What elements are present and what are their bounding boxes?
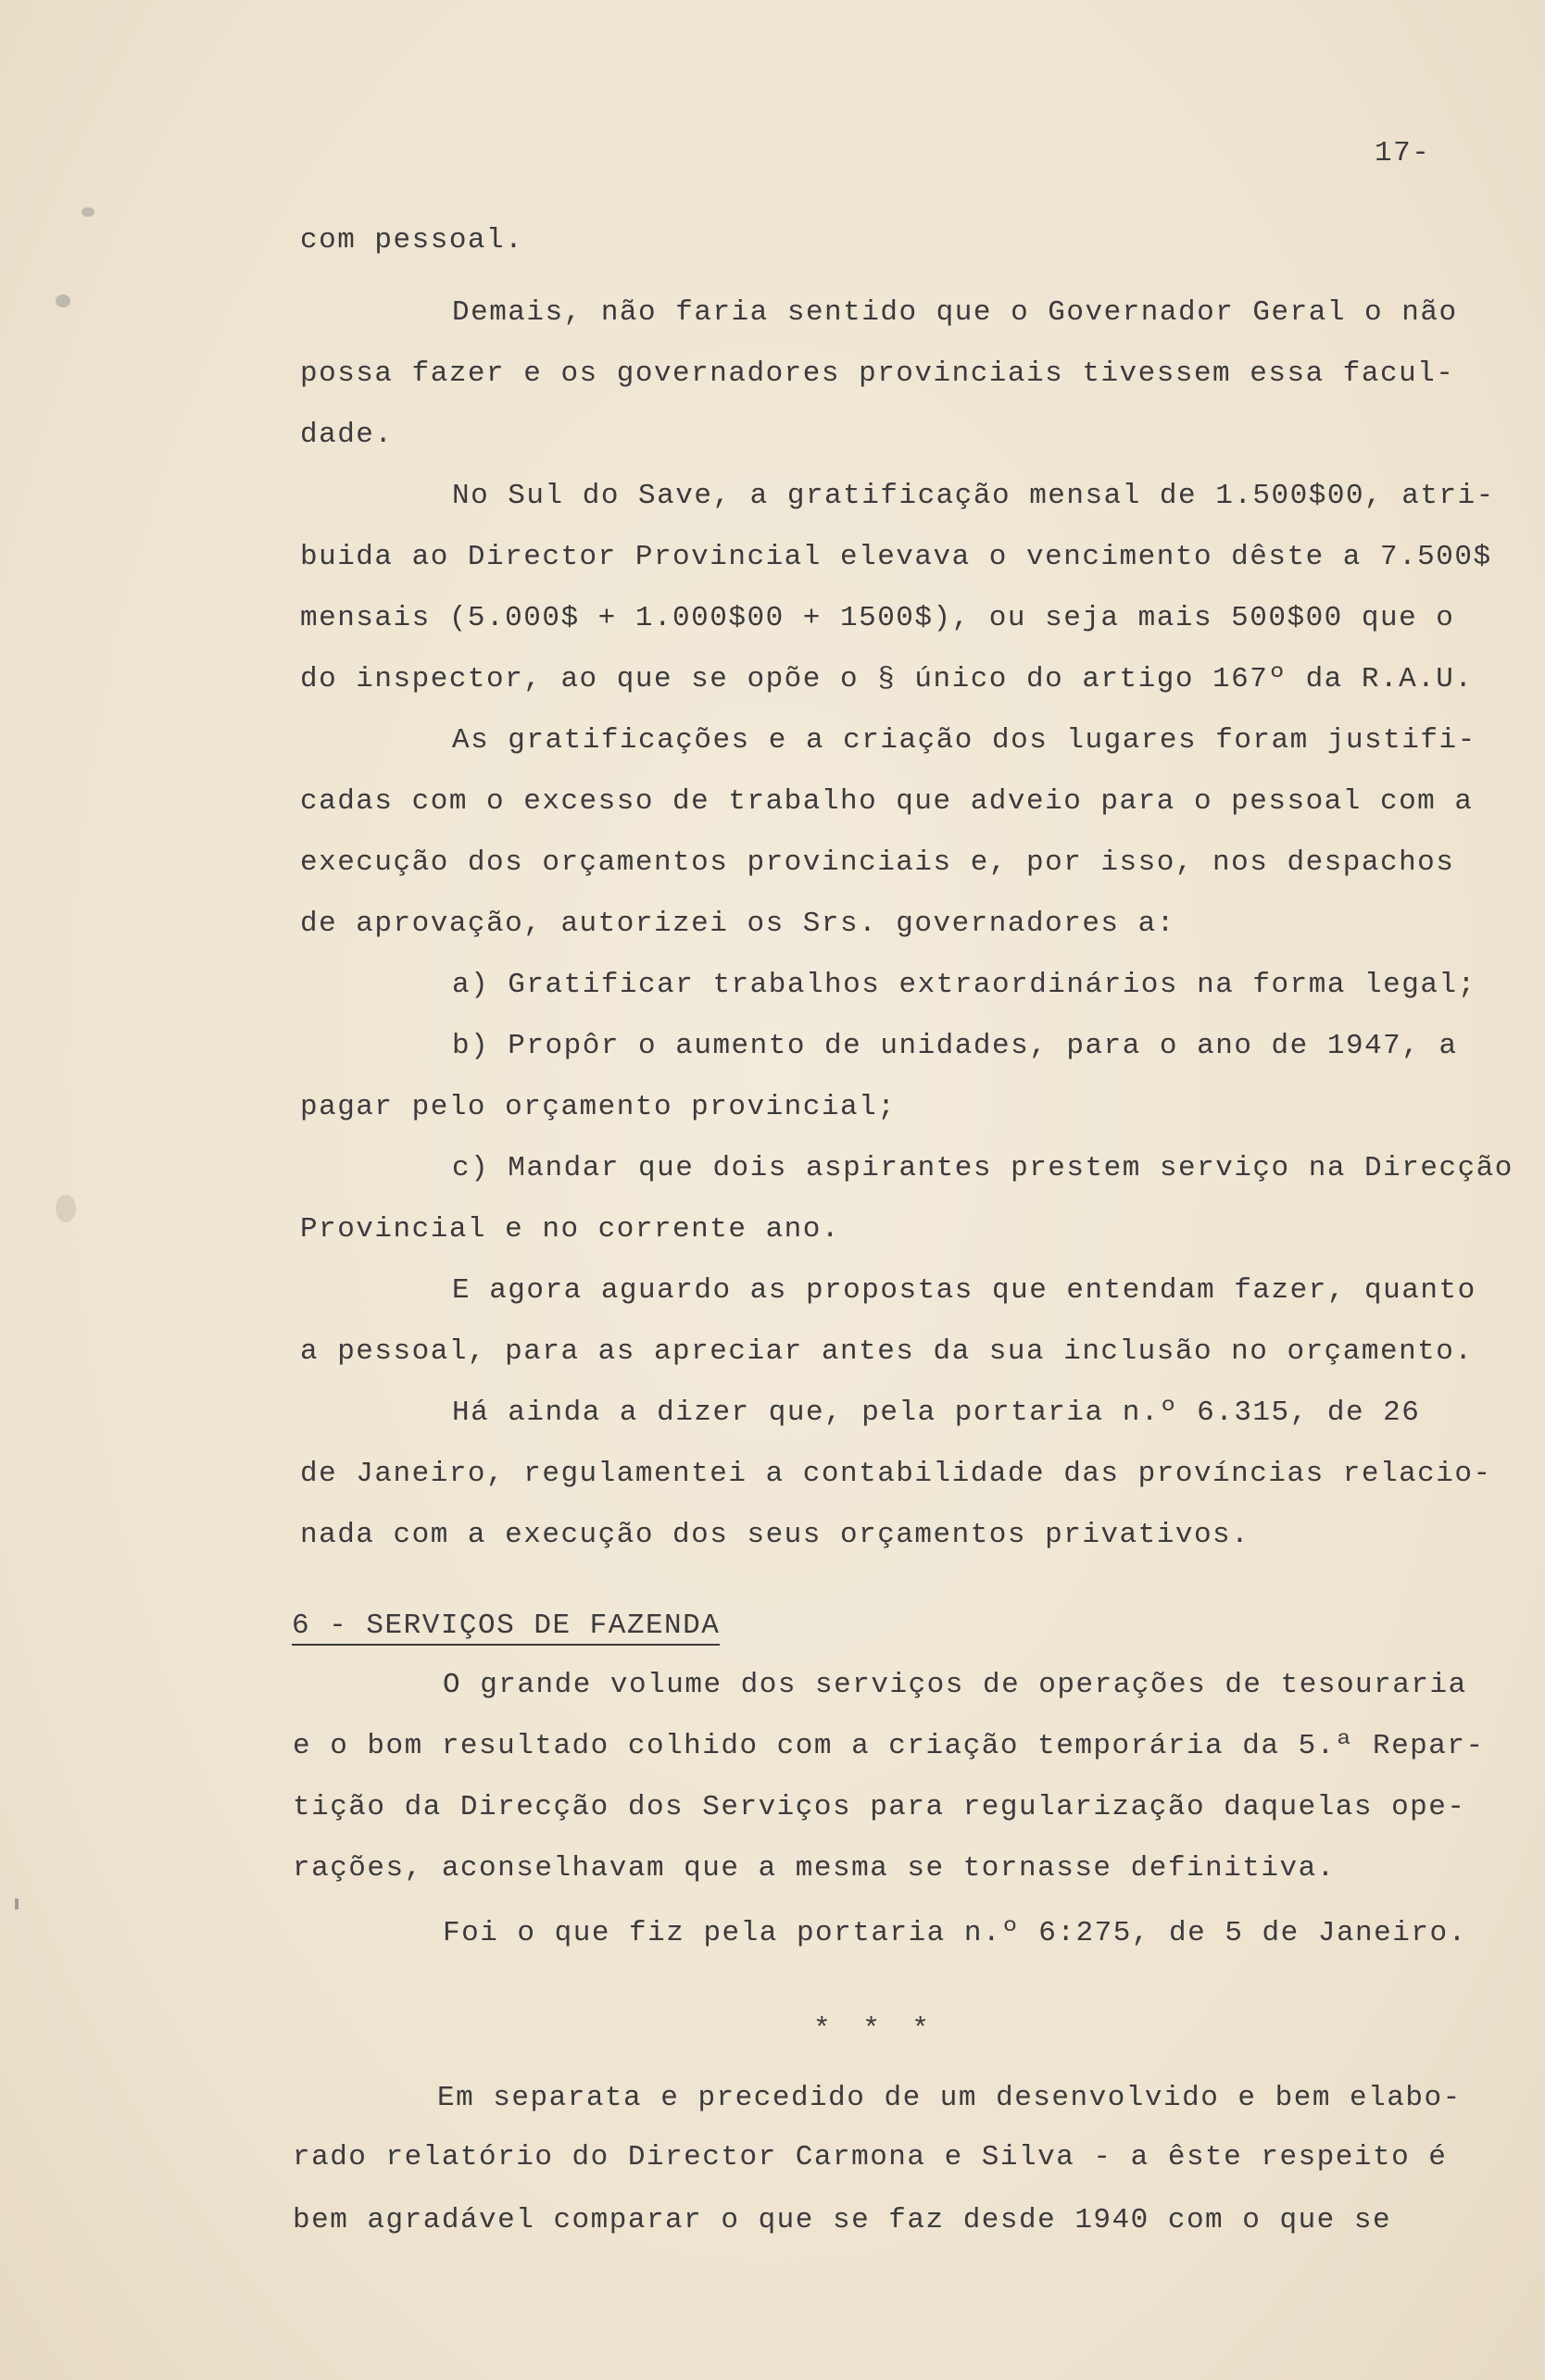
text-line: No Sul do Save, a gratificação mensal de 1.500$00, atri-: [452, 480, 1495, 512]
text-line: Demais, não faria sentido que o Governador Geral o não: [452, 296, 1458, 329]
margin-mark: [15, 1898, 19, 1910]
text-line: execução dos orçamentos provinciais e, por isso, nos despachos: [300, 846, 1455, 879]
section-separator: * * *: [813, 2013, 937, 2046]
text-line: Há ainda a dizer que, pela portaria n.º 6.315, de 26: [452, 1397, 1421, 1429]
text-line: e o bom resultado colhido com a criação temporária da 5.ª Repar-: [293, 1730, 1485, 1762]
text-line: As gratificações e a criação dos lugares foram justifi-: [452, 724, 1476, 757]
text-line: b) Propôr o aumento de unidades, para o ano de 1947, a: [452, 1030, 1458, 1062]
text-line: buida ao Director Provincial elevava o vencimento dêste a 7.500$: [300, 541, 1492, 573]
text-line: de aprovação, autorizei os Srs. governadores a:: [300, 908, 1175, 940]
text-line: com pessoal.: [300, 224, 524, 257]
text-line: dade.: [300, 419, 394, 451]
margin-mark: [82, 207, 94, 217]
margin-mark: [56, 294, 70, 307]
text-line: Provincial e no corrente ano.: [300, 1213, 840, 1246]
text-line: rado relatório do Director Carmona e Silva - a êste respeito é: [293, 2141, 1448, 2173]
text-line: possa fazer e os governadores provinciais tivessem essa facul-: [300, 357, 1455, 390]
section-heading: 6 - SERVIÇOS DE FAZENDA: [292, 1610, 720, 1646]
text-line: do inspector, ao que se opõe o § único do artigo 167º da R.A.U.: [300, 663, 1474, 695]
text-line: c) Mandar que dois aspirantes prestem serviço na Direcção: [452, 1152, 1514, 1184]
text-line: E agora aguardo as propostas que entendam fazer, quanto: [452, 1274, 1476, 1307]
text-line: O grande volume dos serviços de operações de tesouraria: [443, 1669, 1467, 1701]
text-line: mensais (5.000$ + 1.000$00 + 1500$), ou seja mais 500$00 que o: [300, 602, 1455, 634]
text-line: Foi o que fiz pela portaria n.º 6:275, de 5 de Janeiro.: [443, 1917, 1467, 1949]
text-line: Em separata e precedido de um desenvolvido e bem elabo-: [437, 2082, 1462, 2114]
text-line: nada com a execução dos seus orçamentos privativos.: [300, 1519, 1250, 1551]
margin-mark: [56, 1195, 76, 1222]
text-line: de Janeiro, regulamentei a contabilidade das províncias relacio-: [300, 1458, 1492, 1490]
page-number: 17-: [1375, 137, 1431, 169]
text-line: a) Gratificar trabalhos extraordinários na forma legal;: [452, 969, 1476, 1001]
text-line: bem agradável comparar o que se faz desde 1940 com o que se: [293, 2204, 1392, 2236]
text-line: a pessoal, para as apreciar antes da sua inclusão no orçamento.: [300, 1335, 1474, 1368]
text-line: cadas com o excesso de trabalho que adveio para o pessoal com a: [300, 785, 1474, 818]
text-line: pagar pelo orçamento provincial;: [300, 1091, 897, 1123]
text-line: rações, aconselhavam que a mesma se tornasse definitiva.: [293, 1852, 1336, 1885]
text-line: tição da Direcção dos Serviços para regularização daquelas ope-: [293, 1791, 1466, 1823]
